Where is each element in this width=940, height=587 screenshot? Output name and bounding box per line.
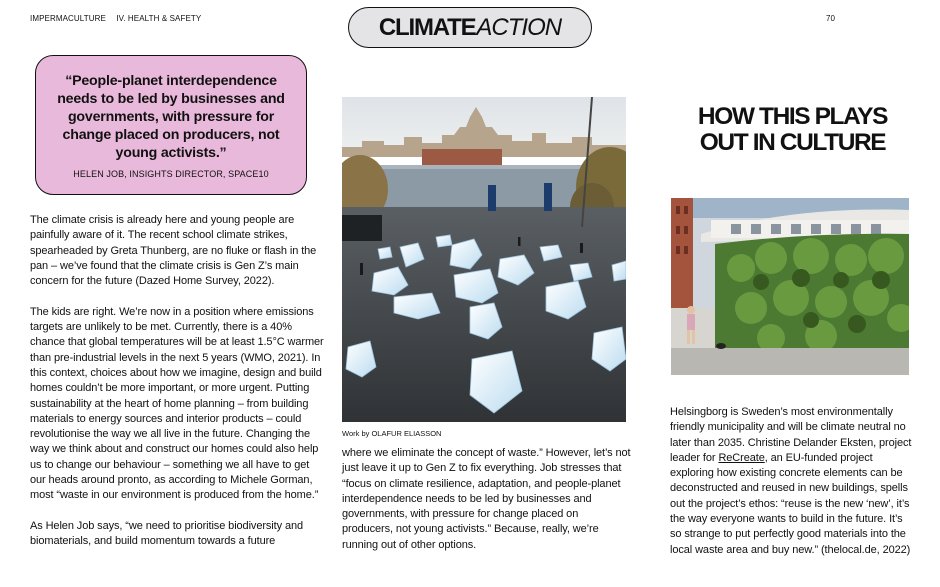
pull-quote-box bbox=[35, 55, 307, 195]
running-header bbox=[30, 14, 209, 23]
section-label: IMPERMACULTURE bbox=[30, 14, 106, 23]
article-column-3 bbox=[670, 405, 915, 573]
climate-action-logo bbox=[348, 7, 592, 48]
paragraph: As Helen Job says, “we need to prioritise biodiversity and biomaterials, and build momentum towards a future bbox=[30, 519, 304, 548]
paragraph-text: , an EU-funded project exploring how existing concrete elements can be deconstructed and reused in new buildings, spells out the project’s ethos: “reuse is the new ‘new’, it’s the way everyone wants to build in the future. It’s so strange to put perfectly good materials into the local waste area and buy new.” (thelocal.de, 2022) bbox=[670, 451, 911, 556]
subsection-label: IV. HEALTH & SAFETY bbox=[116, 14, 202, 23]
paragraph: The climate crisis is already here and young people are painfully aware of it. The recent school climate strikes, spearheaded by Greta Thunberg, are no fluke or flash in the pan – we’ve found that the climate crisis is Gen Z’s main concern for the future (Dazed Home Survey, 2022). bbox=[30, 214, 317, 288]
article-column-2 bbox=[342, 446, 632, 568]
logo-light-word: ACTION bbox=[476, 13, 562, 41]
paragraph-text: Helsingborg is Sweden’s most environmentally friendly municipality and will be climate neutral no later than 2035. Christine Delander Eksten, project leader for bbox=[670, 406, 912, 464]
pull-quote-attribution: HELEN JOB, INSIGHTS DIRECTOR, SPACE10 bbox=[73, 169, 269, 179]
section-heading: HOW THIS PLAYS OUT IN CULTURE bbox=[697, 103, 888, 156]
logo-bold-word: CLIMATE bbox=[378, 13, 476, 41]
green-wall-building-photo bbox=[671, 198, 909, 375]
paragraph: where we eliminate the concept of waste.” However, let’s not just leave it up to Gen Z to fix everything. Job stresses that “focus on climate resilience, adaptation, and people-planet interdependence needs to be led by businesses and governments, with pressure for change placed on producers, not young activists.” Because, really, we’re running out of other options. bbox=[342, 447, 631, 551]
article-column-1 bbox=[30, 213, 325, 565]
pull-quote-text: “People-planet interdependence needs to be led by businesses and governments, with pressure for change placed on producers, not young activists.” bbox=[57, 73, 285, 161]
page-number: 70 bbox=[826, 14, 835, 23]
paragraph bbox=[670, 405, 915, 558]
ice-installation-photo bbox=[342, 97, 626, 422]
photo-credit: Work by OLAFUR ELIASSON bbox=[342, 429, 442, 438]
recreate-link[interactable]: ReCreate bbox=[718, 451, 765, 464]
paragraph: The kids are right. We’re now in a position where emissions targets are unlikely to be met. Currently, there is a 40% chance that global temperatures will be at least 1.5°C warmer than pre-industrial levels in the next 5 years (WMO, 2021). In this context, choices about how we imagine, design and build homes couldn’t be more important, or more urgent. Putting sustainability at the heart of home planning – from building materials to energy sources and interior products – could revolutionise the way we all live in the future. Changing the way we think about and construct our homes could also help us to change our behaviour – something we all have to get our heads around pronto, as according to Michele Gorman, most “waste in our environment is produced from the home.” bbox=[30, 305, 324, 502]
